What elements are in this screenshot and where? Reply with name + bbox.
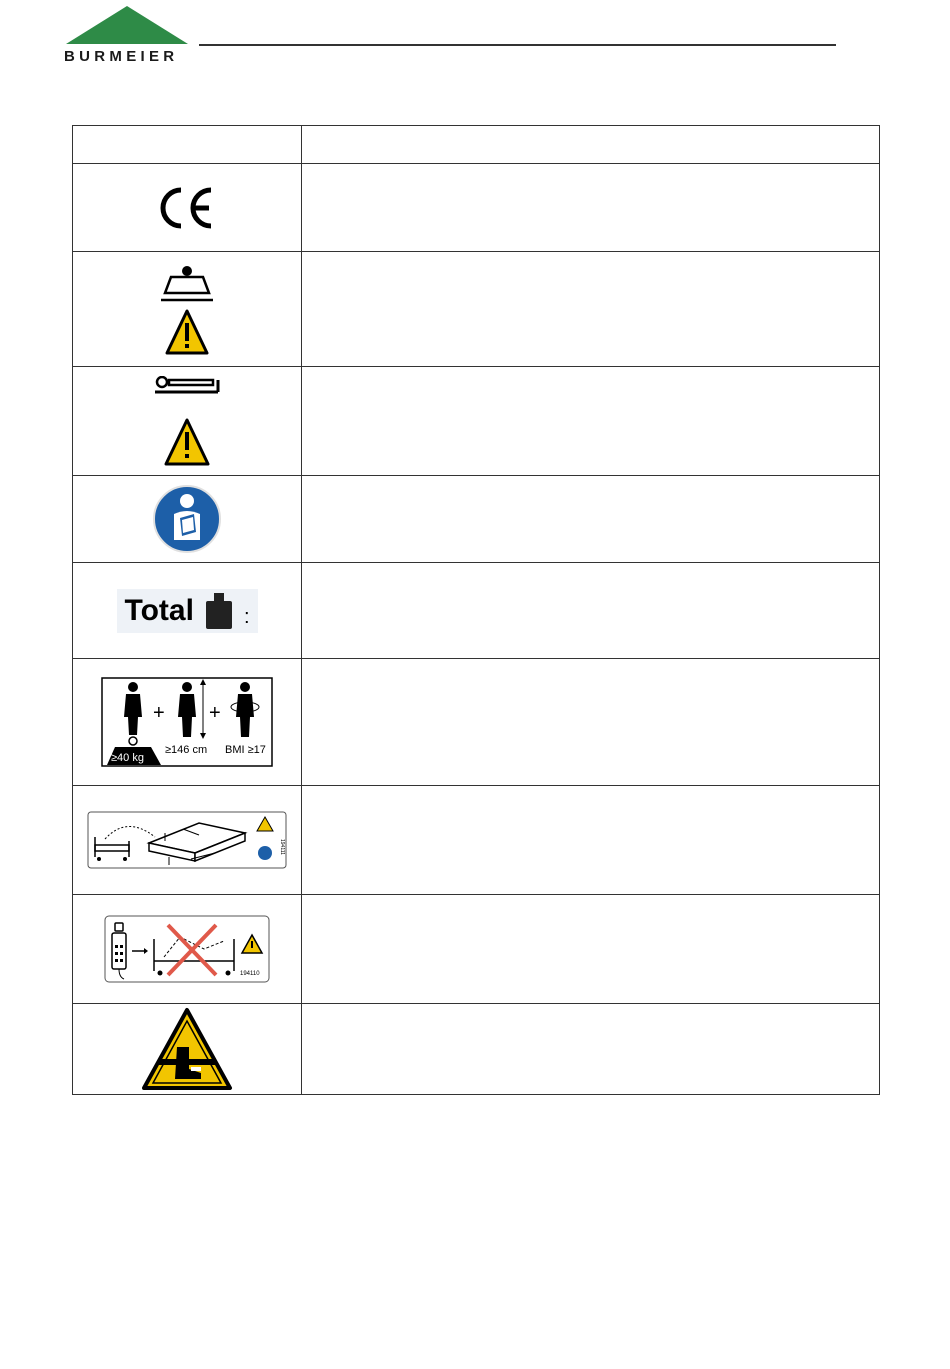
total-label: Total	[124, 593, 194, 627]
page-header	[0, 0, 950, 80]
table-row	[73, 563, 880, 659]
table-row	[73, 786, 880, 895]
table-row	[73, 367, 880, 476]
lock-function-label-icon	[104, 915, 270, 983]
table-row	[73, 659, 880, 786]
table-row	[73, 895, 880, 1004]
patient-weight-text: ≥40 kg	[111, 752, 144, 764]
table-row	[73, 1004, 880, 1095]
patient-requirements-icon	[101, 677, 273, 767]
ce-mark-icon	[159, 186, 215, 230]
description-cell	[302, 659, 880, 786]
description-cell	[302, 367, 880, 476]
label-number-text: 194110	[240, 971, 260, 977]
table-header-row	[73, 126, 880, 164]
foot-crush-warning-icon	[141, 1007, 233, 1091]
table-header-desc-cell	[302, 126, 880, 164]
total-colon: :	[243, 605, 250, 628]
description-cell	[302, 476, 880, 563]
symbol-cell	[73, 895, 302, 1004]
description-cell	[302, 252, 880, 367]
table-row	[73, 164, 880, 252]
header-rule	[199, 44, 836, 46]
read-instructions-icon	[152, 484, 222, 554]
total-weight-icon	[117, 589, 258, 633]
brand-name: BURMEIER	[64, 48, 179, 65]
svg-text:+: +	[209, 702, 221, 724]
burmeier-logo-roof-icon	[66, 6, 188, 48]
patient-bmi-text: BMI ≥17	[225, 744, 266, 756]
symbol-cell	[73, 252, 302, 367]
symbol-cell	[73, 563, 302, 659]
table-row	[73, 252, 880, 367]
table-header-symbol-cell	[73, 126, 302, 164]
symbol-cell	[73, 476, 302, 563]
safe-working-load-warning-icon	[159, 261, 215, 357]
symbol-cell	[73, 1004, 302, 1095]
table-row	[73, 476, 880, 563]
description-cell	[302, 786, 880, 895]
symbol-cell	[73, 659, 302, 786]
svg-text:+: +	[153, 702, 165, 724]
patient-weight-warning-icon	[152, 376, 222, 466]
description-cell	[302, 563, 880, 659]
description-cell	[302, 1004, 880, 1095]
symbol-cell	[73, 164, 302, 252]
patient-height-text: ≥146 cm	[165, 744, 208, 756]
symbol-cell	[73, 367, 302, 476]
description-cell	[302, 164, 880, 252]
symbol-cell	[73, 786, 302, 895]
weight-icon	[204, 593, 234, 629]
mattress-dimensions-label-icon	[87, 811, 287, 869]
description-cell	[302, 895, 880, 1004]
label-number-text: 194111	[279, 839, 285, 855]
symbols-table	[72, 125, 880, 1095]
